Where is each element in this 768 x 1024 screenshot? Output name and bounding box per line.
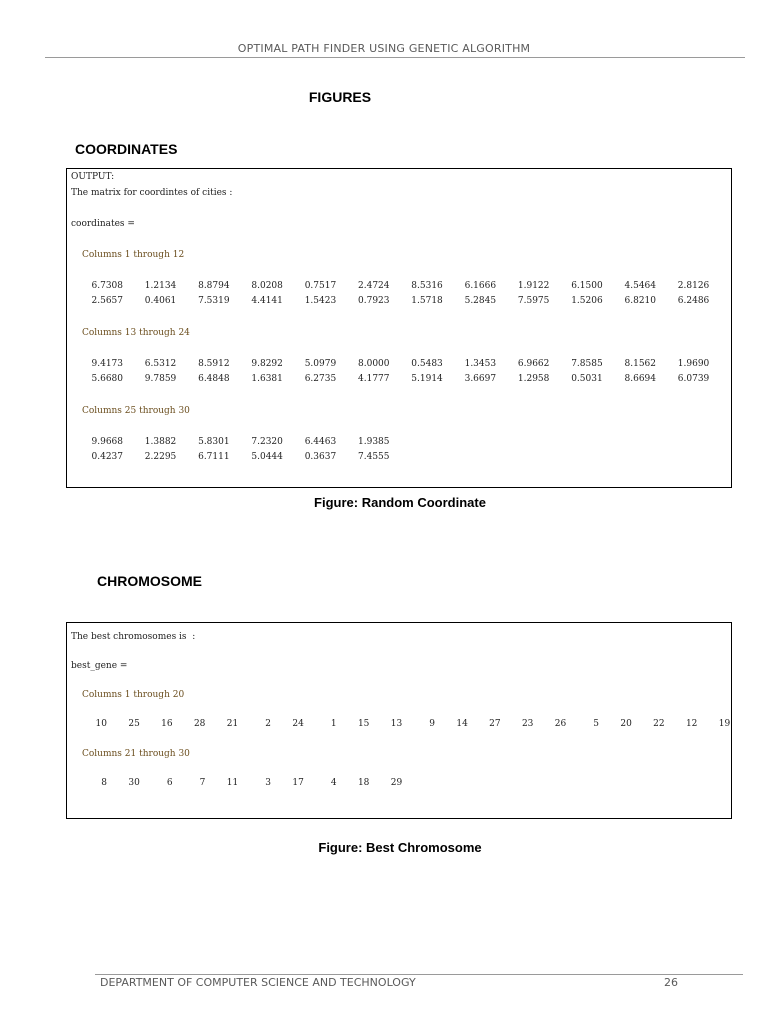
coordinate-value: 1.9122 [517,281,550,291]
coordinate-value: 5.2845 [464,296,497,306]
coordinate-value: 6.9662 [517,359,550,369]
gene-value: 15 [357,719,370,729]
coordinate-value: 1.3882 [144,437,177,447]
output-label: OUTPUT: [71,172,115,182]
coordinate-value: 0.5031 [571,374,603,384]
column-block-label: Columns 25 through 30 [82,406,190,416]
coordinate-value: 9.8292 [251,359,283,369]
page-title: FIGURES [308,89,372,105]
coordinate-value: 0.7923 [358,296,390,306]
coordinate-value: 6.1500 [571,281,603,291]
coordinate-value: 2.4724 [358,281,390,291]
coordinate-value: 6.7111 [198,452,230,462]
coordinate-value: 7.4555 [358,452,390,462]
column-block-label: Columns 1 through 20 [82,690,185,700]
coordinate-value: 6.8210 [624,296,656,306]
coordinate-value: 3.6697 [464,374,497,384]
coordinate-value: 6.0739 [677,374,710,384]
coordinate-value: 5.6680 [91,374,123,384]
coordinate-value: 1.9385 [358,437,390,447]
coordinate-value: 4.4141 [251,296,283,306]
coordinate-value: 1.3453 [464,359,497,369]
gene-value: 6 [166,778,173,788]
coordinate-value: 8.1562 [624,359,656,369]
coordinate-value: 7.5319 [198,296,230,306]
coordinate-value: 1.2958 [517,374,550,384]
footer-divider [95,974,743,975]
coordinate-value: 1.2134 [144,281,177,291]
coordinate-value: 9.4173 [91,359,123,369]
gene-value: 11 [226,778,239,788]
gene-value: 4 [330,778,337,788]
gene-value: 18 [357,778,370,788]
best-chromosome-line: The best chromosomes is : [71,632,196,642]
coordinate-value: 7.5975 [517,296,550,306]
gene-value: 3 [265,778,271,788]
section-heading-chromosome: CHROMOSOME [97,573,202,589]
coordinate-value: 2.8126 [677,281,710,291]
gene-value: 20 [620,719,632,729]
gene-value: 2 [265,719,271,729]
page-header: OPTIMAL PATH FINDER USING GENETIC ALGORITHM [237,42,531,55]
coordinate-value: 4.5464 [624,281,656,291]
gene-value: 25 [128,719,140,729]
gene-value: 26 [554,719,567,729]
coordinate-value: 7.2320 [251,437,283,447]
coordinate-value: 0.3637 [304,452,337,462]
coordinate-value: 6.2735 [304,374,337,384]
header-divider [45,57,745,58]
coordinate-value: 5.8301 [198,437,230,447]
gene-value: 7 [199,778,206,788]
figure-caption-coordinates: Figure: Random Coordinate [314,495,486,510]
coordinate-value: 5.0979 [304,359,337,369]
gene-value: 30 [128,778,140,788]
gene-value: 19 [718,719,731,729]
coordinate-value: 8.0208 [251,281,283,291]
coordinates-output-box [66,168,732,488]
gene-value: 23 [521,719,534,729]
column-block-label: Columns 1 through 12 [82,250,185,260]
gene-value: 1 [330,719,337,729]
coordinate-value: 2.2295 [144,452,177,462]
coordinate-value: 8.6694 [624,374,656,384]
gene-value: 9 [429,719,435,729]
gene-value: 10 [95,719,107,729]
coordinate-value: 7.8585 [571,359,603,369]
coordinate-value: 6.7308 [91,281,123,291]
coordinate-value: 8.8794 [198,281,230,291]
coordinate-value: 2.5657 [91,296,123,306]
column-block-label: Columns 13 through 24 [82,328,190,338]
coordinate-value: 0.5483 [411,359,443,369]
gene-value: 29 [390,778,403,788]
coordinate-value: 6.1666 [464,281,497,291]
coordinate-value: 0.4237 [91,452,123,462]
figure-caption-chromosome: Figure: Best Chromosome [318,840,482,855]
coordinate-value: 1.9690 [677,359,710,369]
coordinate-value: 0.4061 [144,296,177,306]
coordinate-value: 1.5423 [304,296,337,306]
gene-value: 17 [292,778,304,788]
coordinate-value: 6.4463 [304,437,337,447]
gene-value: 22 [653,719,665,729]
column-block-label: Columns 21 through 30 [82,749,190,759]
coordinate-value: 4.1777 [358,374,390,384]
coordinate-value: 1.5718 [411,296,443,306]
gene-value: 13 [390,719,403,729]
coordinate-value: 6.5312 [144,359,177,369]
section-heading-coordinates: COORDINATES [75,141,178,157]
coordinate-value: 8.5912 [198,359,230,369]
gene-value: 27 [489,719,501,729]
coordinate-value: 0.7517 [304,281,337,291]
coordinate-value: 5.0444 [251,452,283,462]
coordinate-value: 6.4848 [198,374,230,384]
coordinate-value: 9.7859 [144,374,177,384]
gene-value: 14 [456,719,468,729]
footer-department: DEPARTMENT OF COMPUTER SCIENCE AND TECHNOLOGY [100,976,416,989]
best-gene-var-line: best_gene = [71,661,128,671]
gene-value: 8 [101,778,107,788]
coordinates-var-line: coordinates = [71,219,135,229]
coordinate-value: 6.2486 [677,296,710,306]
matrix-label: The matrix for coordintes of cities : [71,188,233,198]
page-number: 26 [664,976,678,989]
coordinate-value: 5.1914 [411,374,443,384]
gene-value: 5 [593,719,599,729]
coordinate-value: 8.0000 [358,359,390,369]
gene-value: 24 [292,719,304,729]
gene-value: 28 [193,719,206,729]
gene-value: 12 [685,719,698,729]
coordinate-value: 8.5316 [411,281,443,291]
coordinate-value: 9.9668 [91,437,123,447]
gene-value: 21 [226,719,239,729]
chromosome-output-box [66,622,732,819]
coordinate-value: 1.5206 [571,296,603,306]
gene-value: 16 [161,719,173,729]
coordinate-value: 1.6381 [251,374,283,384]
